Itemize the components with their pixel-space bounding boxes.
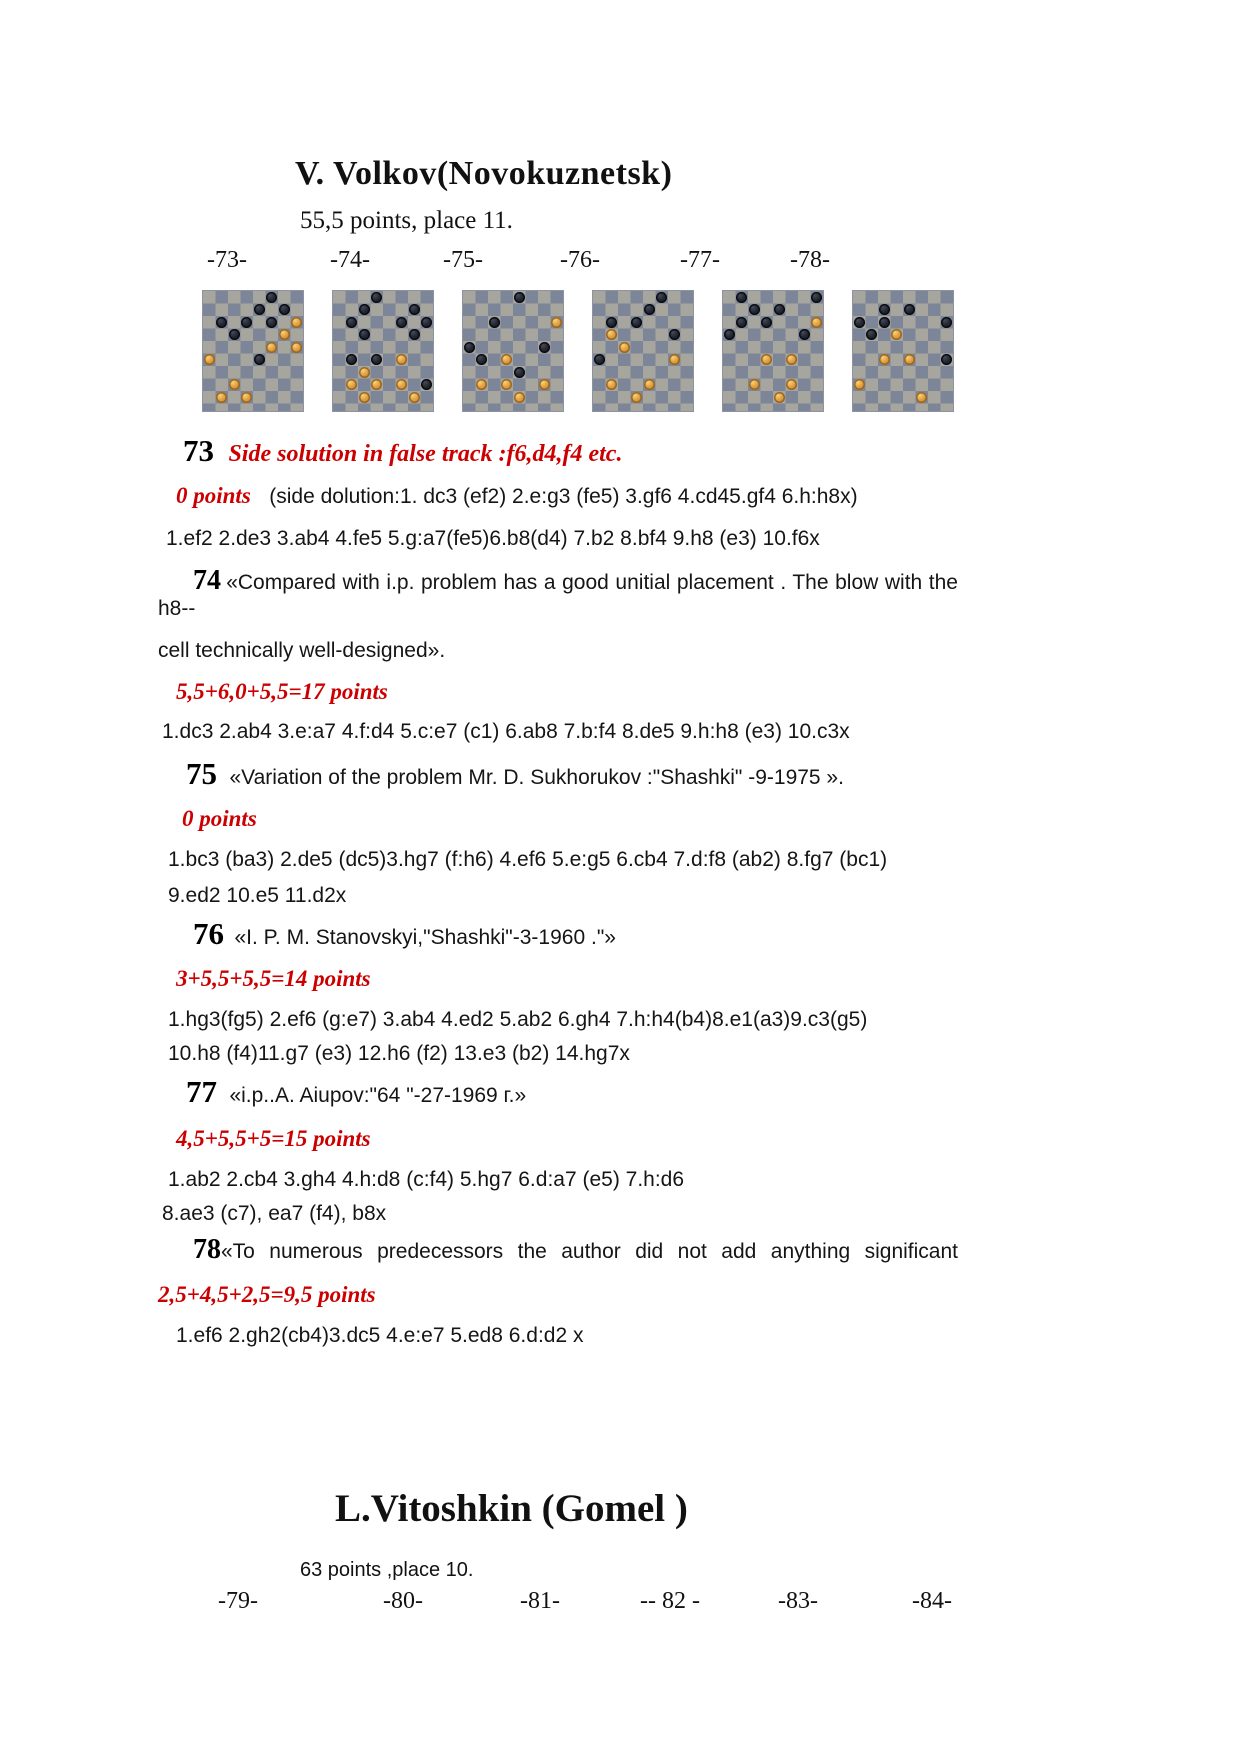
problem-76-points: 3+5,5+5,5=14 points xyxy=(176,966,371,991)
gold-piece xyxy=(786,379,797,390)
black-piece xyxy=(941,317,952,328)
gold-piece xyxy=(371,379,382,390)
board-label: -77- xyxy=(680,247,720,273)
black-piece xyxy=(724,329,735,340)
black-piece xyxy=(409,304,420,315)
black-piece xyxy=(866,329,877,340)
solution-line: 1.ab2 2.cb4 3.gh4 4.h:d8 (c:f4) 5.hg7 6.d:a7 (e5) 7.h:d6 xyxy=(168,1168,685,1191)
board-label: -84- xyxy=(912,1588,952,1614)
problem-number: 75 xyxy=(186,756,217,791)
gold-piece xyxy=(501,379,512,390)
board-label: -74- xyxy=(330,247,370,273)
solution-line: 1.hg3(fg5) 2.ef6 (g:e7) 3.ab4 4.ed2 5.ab2 6.gh4 7.h:h4(b4)8.e1(a3)9.c3(g5) xyxy=(168,1008,868,1031)
checkers-board-75 xyxy=(463,291,563,411)
gold-piece xyxy=(879,354,890,365)
black-piece xyxy=(514,292,525,303)
gold-piece xyxy=(291,342,302,353)
black-piece xyxy=(879,317,890,328)
board-label: -83- xyxy=(778,1588,818,1614)
black-piece xyxy=(396,317,407,328)
black-piece xyxy=(346,354,357,365)
black-piece xyxy=(266,292,277,303)
solution-line: 10.h8 (f4)11.g7 (e3) 12.h6 (f2) 13.e3 (b2) 14.hg7x xyxy=(168,1042,630,1065)
gold-piece xyxy=(359,367,370,378)
board-label: -79- xyxy=(218,1588,258,1614)
problem-number: 74 xyxy=(193,565,221,596)
board-label: -- 82 - xyxy=(640,1588,700,1614)
black-piece xyxy=(359,304,370,315)
black-piece xyxy=(594,354,605,365)
board-label: -75- xyxy=(443,247,483,273)
gold-piece xyxy=(291,317,302,328)
gold-piece xyxy=(359,392,370,403)
problem-73-points-line xyxy=(176,483,958,509)
board-labels-row xyxy=(0,247,1240,277)
solution-line: 1.dc3 2.ab4 3.e:a7 4.f:d4 5.c:e7 (c1) 6.ab8 7.b:f4 8.de5 9.h:h8 (e3) 10.c3x xyxy=(162,720,850,743)
gold-piece xyxy=(904,354,915,365)
gold-piece xyxy=(774,392,785,403)
problem-78-points: 2,5+4,5+2,5=9,5 points xyxy=(158,1282,376,1307)
gold-piece xyxy=(539,379,550,390)
boards-row xyxy=(203,291,1240,411)
black-piece xyxy=(539,342,550,353)
black-piece xyxy=(371,354,382,365)
problem-78-heading xyxy=(158,1234,958,1266)
solution-line: 1.ef6 2.gh2(cb4)3.dc5 4.e:e7 5.ed8 6.d:d2 x xyxy=(176,1324,584,1347)
gold-piece xyxy=(854,379,865,390)
black-piece xyxy=(229,329,240,340)
gold-piece xyxy=(551,317,562,328)
gold-piece xyxy=(396,354,407,365)
gold-piece xyxy=(761,354,772,365)
problem-74-points: 5,5+6,0+5,5=17 points xyxy=(176,679,388,704)
black-piece xyxy=(514,367,525,378)
checkers-board-77 xyxy=(723,291,823,411)
black-piece xyxy=(421,317,432,328)
black-piece xyxy=(346,317,357,328)
black-piece xyxy=(749,304,760,315)
gold-piece xyxy=(606,379,617,390)
gold-piece xyxy=(811,317,822,328)
gold-piece xyxy=(669,354,680,365)
problem-77-heading xyxy=(158,1074,958,1110)
black-piece xyxy=(254,354,265,365)
problem-number: 76 xyxy=(193,916,224,951)
page-title: V. Volkov(Novokuznetsk) xyxy=(295,155,673,192)
checkers-board-73 xyxy=(203,291,303,411)
problem-comment: «To numerous predecessors the author did not add anything significant xyxy=(221,1240,958,1263)
gold-piece xyxy=(216,392,227,403)
gold-piece xyxy=(396,379,407,390)
black-piece xyxy=(941,354,952,365)
black-piece xyxy=(421,379,432,390)
black-piece xyxy=(464,342,475,353)
gold-piece xyxy=(346,379,357,390)
board-label: -78- xyxy=(790,247,830,273)
black-piece xyxy=(811,292,822,303)
solution-line: 9.ed2 10.e5 11.d2x xyxy=(168,884,347,907)
black-piece xyxy=(254,304,265,315)
black-piece xyxy=(736,292,747,303)
problem-74-comment-cont: cell technically well-designed». xyxy=(158,639,446,662)
gold-piece xyxy=(501,354,512,365)
section2-title: L.Vitoshkin (Gomel ) xyxy=(335,1487,688,1530)
problem-75-points: 0 points xyxy=(182,806,257,831)
gold-piece xyxy=(476,379,487,390)
solution-line: 1.bc3 (ba3) 2.de5 (dc5)3.hg7 (f:h6) 4.ef6 5.e:g5 6.cb4 7.d:f8 (ab2) 8.fg7 (bc1) xyxy=(168,848,888,871)
gold-piece xyxy=(266,342,277,353)
points-note: (side dolution:1. dc3 (ef2) 2.e:g3 (fe5) 3.gf6 4.cd45.gf4 6.h:h8x) xyxy=(269,485,858,508)
problem-comment: «Compared with i.p. problem has a good unitial placement . The blow with the h8-- xyxy=(158,571,958,620)
black-piece xyxy=(266,317,277,328)
black-piece xyxy=(359,329,370,340)
gold-piece xyxy=(916,392,927,403)
problem-comment: «Variation of the problem Mr. D. Sukhorukov :"Shashki" -9-1975 ». xyxy=(229,766,844,789)
problem-comment: «i.p..A. Aiupov:"64 "-27-1969 г.» xyxy=(229,1084,527,1107)
black-piece xyxy=(799,329,810,340)
board-label: -76- xyxy=(560,247,600,273)
black-piece xyxy=(644,304,655,315)
black-piece xyxy=(904,304,915,315)
problem-73-heading xyxy=(183,433,958,469)
problems-content xyxy=(158,433,958,1348)
black-piece xyxy=(761,317,772,328)
black-piece xyxy=(241,317,252,328)
problem-comment: «I. P. M. Stanovskyi,"Shashki"-3-1960 ."» xyxy=(234,926,616,949)
board-label: -80- xyxy=(383,1588,423,1614)
gold-piece xyxy=(241,392,252,403)
checkers-board-78 xyxy=(853,291,953,411)
gold-piece xyxy=(409,392,420,403)
gold-piece xyxy=(606,329,617,340)
gold-piece xyxy=(891,329,902,340)
black-piece xyxy=(736,317,747,328)
black-piece xyxy=(606,317,617,328)
gold-piece xyxy=(644,379,655,390)
gold-piece xyxy=(631,392,642,403)
black-piece xyxy=(879,304,890,315)
black-piece xyxy=(489,317,500,328)
gold-piece xyxy=(749,379,760,390)
points-place-subtitle: 55,5 points, place 11. xyxy=(300,207,513,234)
board-labels-row-2 xyxy=(0,1588,1240,1618)
gold-piece xyxy=(786,354,797,365)
problem-number: 73 xyxy=(183,433,214,468)
solution-line: 1.ef2 2.de3 3.ab4 4.fe5 5.g:a7(fe5)6.b8(d4) 7.b2 8.bf4 9.h8 (e3) 10.f6x xyxy=(166,527,820,550)
black-piece xyxy=(409,329,420,340)
gold-piece xyxy=(229,379,240,390)
problem-note: Side solution in false track :f6,d4,f4 etc. xyxy=(228,441,623,467)
checkers-board-74 xyxy=(333,291,433,411)
black-piece xyxy=(279,304,290,315)
black-piece xyxy=(216,317,227,328)
gold-piece xyxy=(204,354,215,365)
section2-subtitle: 63 points ,place 10. xyxy=(300,1559,474,1581)
gold-piece xyxy=(514,392,525,403)
checkers-board-76 xyxy=(593,291,693,411)
gold-piece xyxy=(279,329,290,340)
problem-76-heading xyxy=(158,916,958,952)
problem-number: 77 xyxy=(186,1074,217,1109)
problem-number: 78 xyxy=(193,1234,221,1265)
black-piece xyxy=(854,317,865,328)
black-piece xyxy=(669,329,680,340)
problem-75-heading xyxy=(158,756,958,792)
black-piece xyxy=(631,317,642,328)
black-piece xyxy=(476,354,487,365)
problem-77-points: 4,5+5,5+5=15 points xyxy=(176,1126,371,1151)
gold-piece xyxy=(619,342,630,353)
board-label: -73- xyxy=(207,247,247,273)
board-label: -81- xyxy=(520,1588,560,1614)
black-piece xyxy=(656,292,667,303)
points-value: 0 points xyxy=(176,483,251,508)
black-piece xyxy=(371,292,382,303)
solution-line: 8.ae3 (c7), ea7 (f4), b8x xyxy=(162,1202,387,1225)
problem-74-heading xyxy=(158,565,958,621)
black-piece xyxy=(774,304,785,315)
